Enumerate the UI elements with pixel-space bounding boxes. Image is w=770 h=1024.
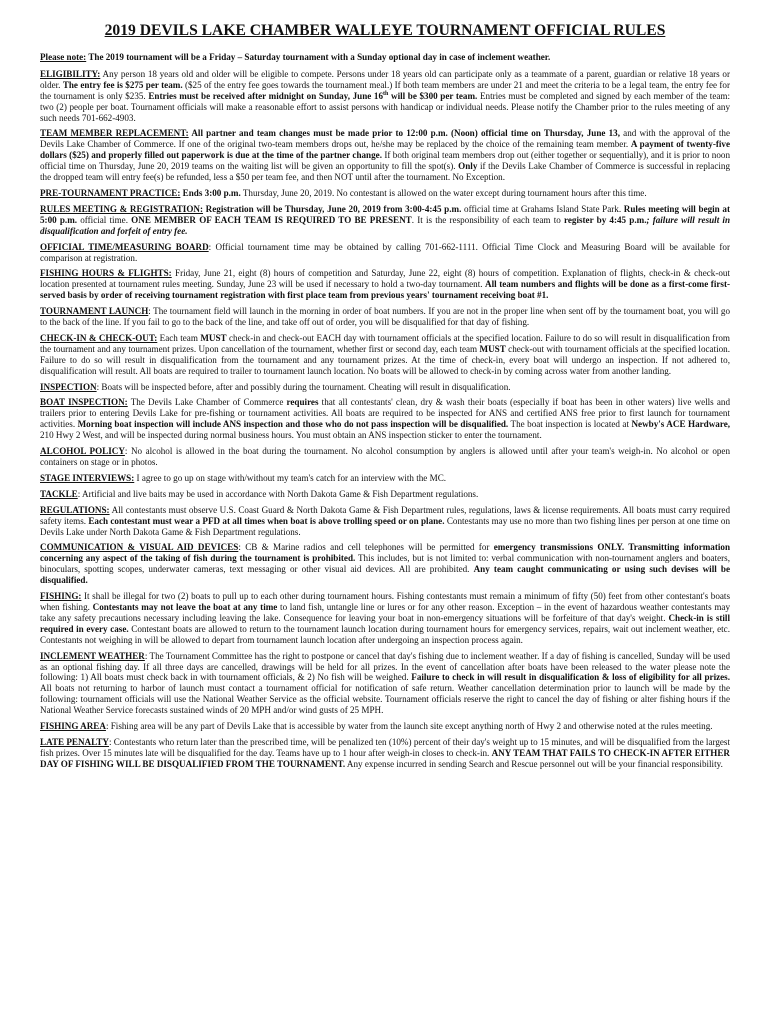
section-tournament-launch: [40, 306, 730, 328]
superscript: th: [383, 90, 389, 97]
section-text: : No alcohol is allowed in the boat during the tournament. No alcohol consumption by anglers is allowed until after your team's weigh-in. No alcohol or open containers on stage or in photos.: [40, 446, 730, 467]
section-heading: FISHING:: [40, 591, 82, 602]
section-text: : Contestants who return later than the prescribed time, will be penalized ten (10%) percent of their day's weight up to 15 minutes, and will be disqualified from the largest fish prizes. Over 15 minutes late will be disqualified for the day. Teams have up to 1 hour after weigh-in closes to check-in.: [40, 736, 730, 758]
section-heading: INSPECTION: [40, 381, 97, 392]
section-text: if the Devils Lake Chamber of Commerce is successful in replacing the dropped team will entry fee(s) be refunded, less a $50 per team fee, and then NOT until after the tournament. No Exception.: [40, 161, 730, 183]
section-text: . It is the responsibility of each team to: [411, 214, 564, 225]
section-bold-text: Newby's ACE Hardware,: [631, 419, 730, 430]
section-communication: [40, 542, 730, 586]
section-text: Contestant boats are allowed to return to the tournament launch location during tournament hours for emergency services, repairs, wait out inclement weather, etc. Contestants not weighing in will be allowed to depart from tournament launch location after undergoing an inspection process again.: [40, 623, 730, 645]
section-bold-text: All team numbers and flights will be done as a first-come first-served basis by order of receiving tournament registration with first place team from previous years' tournament receiving boat #1.: [40, 279, 730, 301]
section-text: 210 Hwy 2 West, and will be inspected during normal business hours. You must obtain an ANS inspection sticker to enter the tournament.: [40, 430, 542, 441]
section-text: This includes, but is not limited to: verbal communication with non-tournament anglers and boaters, binoculars, spotting scopes, underwater cameras, text messaging or other visual aid devices. All are prohibited.: [40, 553, 730, 575]
section-fishing-area: [40, 721, 730, 732]
note-paragraph: [40, 52, 730, 63]
section-text: check-in and check-out EACH day with tournament officials at the specified location. Failure to do so will result in disqualification from the tournament and any tournament prizes. Upon cancellation of the tournament, whether first or second day, each team: [40, 332, 730, 354]
section-bold-text: Rules meeting will begin at 5:00 p.m.: [40, 203, 730, 225]
section-text: If both original team members drop out (either together or sequentially), and it is prior to noon official time on Thursday, June 20, 2019 teams on the waiting list will be given an opportunity to fill the spot(s).: [40, 150, 730, 172]
section-alcohol-policy: [40, 446, 730, 468]
section-text: official time at Grahams Island State Park.: [461, 203, 624, 214]
section-heading: PRE-TOURNAMENT PRACTICE:: [40, 187, 181, 198]
section-heading: FISHING AREA: [40, 721, 106, 732]
section-fishing-hours: [40, 268, 730, 301]
section-bold-text: Failure to check in will result in disqualification & loss of eligibility for all prizes.: [411, 672, 730, 683]
section-heading: COMMUNICATION & VISUAL AID DEVICES: [40, 542, 239, 553]
section-stage-interviews: [40, 473, 730, 484]
section-bold-text: The entry fee is $275 per team.: [62, 79, 183, 90]
section-fishing: [40, 591, 730, 646]
section-bold-italic-text: ; failure will result in disqualification and forfeit of entry fee.: [40, 214, 731, 236]
section-text: The boat inspection is located at: [508, 419, 632, 430]
section-late-penalty: [40, 737, 730, 770]
section-text: Entries must be completed and signed by each member of the team: two (2) people per boat. Tournament officials will make a reasonable effort to assist persons with handicap or individual needs. Please notify the Chamber prior to the rules meeting of any such needs 701-662-4903.: [40, 90, 730, 123]
section-text: ($25 of the entry fee goes towards the tournament meal.) If both team members are under 21 and meet the criteria to be a legal team, the entry fee for the tournament is only $235.: [40, 79, 730, 101]
section-text: : Fishing area will be any part of Devils Lake that is accessible by water from the launch site except anything north of Hwy 2 and otherwise noted at the rules meeting.: [105, 721, 713, 732]
section-bold-text: will be $300 per team.: [388, 90, 478, 101]
section-text: Any person 18 years old and older will be eligible to compete. Persons under 18 years old can participate only as a teammate of a parent, guardian or relative 18 years or older.: [40, 68, 730, 90]
note-text: The 2019 tournament will be a Friday – Saturday tournament with a Sunday optional day in case of inclement weather.: [86, 52, 551, 62]
section-text: It shall be illegal for two (2) boats to pull up to each other during tournament hours. Fishing contestants must remain a minimum of fifty (50) feet from other contestant's boats when fishing.: [40, 591, 730, 612]
section-inclement-weather: [40, 651, 730, 716]
section-rules-meeting: [40, 204, 730, 237]
section-heading: OFFICIAL TIME/MEASURING BOARD: [40, 241, 209, 252]
section-heading: TOURNAMENT LAUNCH: [40, 306, 149, 317]
section-bold-text: MUST: [479, 343, 506, 354]
section-boat-inspection: [40, 397, 730, 441]
section-team-replacement: [40, 128, 730, 183]
section-text: All contestants must observe U.S. Coast Guard & North Dakota Game & Fish Department rules, regulations, laws & license requirements. All boats must carry required safety items.: [40, 504, 730, 526]
section-heading: ELIGIBILITY:: [40, 68, 101, 79]
section-bold-text: requires: [286, 397, 319, 408]
section-heading: REGULATIONS:: [40, 504, 110, 515]
section-heading: TEAM MEMBER REPLACEMENT:: [40, 128, 189, 139]
section-bold-text: A payment of twenty-five dollars ($25) and properly filled out paperwork is due at the time of the partner change.: [40, 139, 730, 161]
section-text: and with the approval of the Devils Lake Chamber of Commerce. If one of the original two-team members drops out, he/she may be replaced by the choice of the remaining team member.: [40, 128, 730, 150]
section-text: that all contestants' clean, dry & wash their boats (especially if boat has been in other waters) live wells and trailers prior to entering Devils Lake for pre-fishing or tournament activities. All boats are required to be inspected for ANS and certified ANS free prior to first launch for tournament activities.: [40, 397, 730, 430]
section-bold-text: Check-in is still required in every case.: [40, 612, 730, 634]
section-text: : The tournament field will launch in the morning in order of boat numbers. If you are not in the proper line when sent off by the tournament boat, you will go to the back of the line. If you fail to go to the back of the line, and take off out of order, you will be disqualified for that day of fishing.: [40, 306, 730, 328]
note-label: Please note:: [40, 52, 87, 62]
section-text: Contestants may use no more than two fishing lines per person at one time on Devils Lake under North Dakota Game & Fish Department regulations.: [40, 515, 730, 537]
section-eligibility: [40, 69, 730, 124]
section-text: : Official tournament time may be obtained by calling 701-662-1111. Official Time Clock and Measuring Board will be available for comparison at registration.: [40, 241, 730, 263]
section-text: : Boats will be inspected before, after and possibly during the tournament. Cheating will result in disqualification.: [96, 381, 511, 392]
section-heading: RULES MEETING & REGISTRATION:: [40, 203, 203, 214]
section-bold-text: register by 4:45 p.m.: [563, 214, 647, 225]
section-text: I agree to go up on stage with/without my team's catch for an interview with the MC.: [134, 472, 447, 483]
section-bold-text: Each contestant must wear a PFD at all times when boat is above trolling speed or on plane.: [88, 515, 445, 526]
section-heading: STAGE INTERVIEWS:: [40, 472, 135, 483]
section-bold-text: Morning boat inspection will include ANS inspection and those who do not pass inspection will be disqualified.: [77, 419, 509, 430]
section-text: : CB & Marine radios and cell telephones will be permitted for: [238, 542, 494, 553]
section-text: The Devils Lake Chamber of Commerce: [127, 397, 287, 408]
section-text: Thursday, June 20, 2019. No contestant is allowed on the water except during tournament hours after this time.: [240, 187, 647, 198]
section-inspection: [40, 382, 730, 393]
section-text: official time.: [77, 214, 132, 225]
section-text: All boats not returning to harbor of launch must contact a tournament official for notification of safe return. Weather cancellation determination prior to launch will be made by the following: tournament officials will use the National Weather Service as the official website. Tournament officials reserve the right to cancel the day of fishing or alter fishing hours if the National Weather Service forecasts sustained winds of 20 MPH and/or wind gusts of 25 MPH.: [40, 683, 730, 716]
section-heading: LATE PENALTY: [40, 736, 109, 747]
section-bold-text: emergency transmissions ONLY. Transmitting information concerning any aspect of the taking of fish during the tournament is prohibited.: [40, 542, 731, 564]
section-bold-text: Registration will be Thursday, June 20, 2019 from 3:00-4:45 p.m.: [203, 203, 462, 214]
section-bold-text: ANY TEAM THAT FAILS TO CHECK-IN AFTER EITHER DAY OF FISHING WILL BE DISQUALIFIED FROM THE TOURNAMENT.: [40, 747, 730, 769]
section-heading: BOAT INSPECTION:: [40, 397, 128, 408]
section-bold-text: Entries must be received after midnight on Sunday, June 16: [148, 90, 384, 101]
document-title: 2019 DEVILS LAKE CHAMBER WALLEYE TOURNAMENT OFFICIAL RULES: [104, 22, 666, 39]
section-check-in: [40, 333, 730, 377]
section-bold-text: ONE MEMBER OF EACH TEAM IS REQUIRED TO BE PRESENT: [131, 214, 412, 225]
section-regulations: [40, 505, 730, 538]
section-bold-text: Any team caught communicating or using such devises will be disqualified.: [40, 564, 730, 586]
section-text: Any expense incurred in sending Search and Rescue personnel out will be your financial responsibility.: [345, 758, 723, 769]
section-heading: TACKLE: [40, 488, 78, 499]
section-text: : The Tournament Committee has the right to postpone or cancel that day's fishing due to inclement weather. If a day of fishing is cancelled, Sunday will be used as an optional fishing day. If all three days are cancelled, drawings will be held for all prizes. In the event of cancellation after boats have been released to the water please note the following: 1) All boats must check back in with tournament officials, & 2) No fish will be weighed.: [40, 650, 730, 683]
section-tackle: [40, 489, 730, 500]
section-text: Friday, June 21, eight (8) hours of competition and Saturday, June 22, eight (8) hours of competition. Explanation of flights, check-in & check-out location presented at tournament rules meeting. Sunday, June 23 will be used if necessary to hold a two-day tournament.: [40, 268, 730, 290]
section-bold-text: Only: [458, 161, 478, 172]
section-bold-text: Ends 3:00 p.m.: [180, 187, 241, 198]
section-text: Each team: [157, 332, 201, 343]
section-heading: CHECK-IN & CHECK-OUT:: [40, 332, 158, 343]
section-text: : Artificial and live baits may be used in accordance with North Dakota Game & Fish Department regulations.: [77, 488, 479, 499]
section-heading: ALCOHOL POLICY: [40, 446, 125, 457]
section-text: check-out with tournament officials at the specified location. Failure to do so will result in disqualification from the tournament and any tournament prizes. At the time of check-in, every boat will undergo an inspection. If not adhered to, disqualification will result. All boats are required to trailer to tournament launch location. No boats will be allowed to check-in by coming across water from another landing.: [40, 343, 730, 376]
section-pre-practice: [40, 188, 730, 199]
section-official-time: [40, 242, 730, 264]
section-bold-text: All partner and team changes must be made prior to 12:00 p.m. (Noon) official time on Thursday, June 13,: [188, 128, 620, 139]
section-text: to land fish, untangle line or lures or for any other reason. Exception – in the event of hazardous weather contestants may take any safety precautions necessary including leaving the lake. Consequence for leaving your boat in non-emergency situations will be forfeiture of that day's weight.: [40, 601, 731, 623]
section-bold-text: Contestants may not leave the boat at any time: [92, 601, 278, 612]
section-bold-text: MUST: [200, 332, 227, 343]
section-heading: INCLEMENT WEATHER: [40, 650, 145, 661]
section-heading: FISHING HOURS & FLIGHTS:: [40, 268, 172, 279]
